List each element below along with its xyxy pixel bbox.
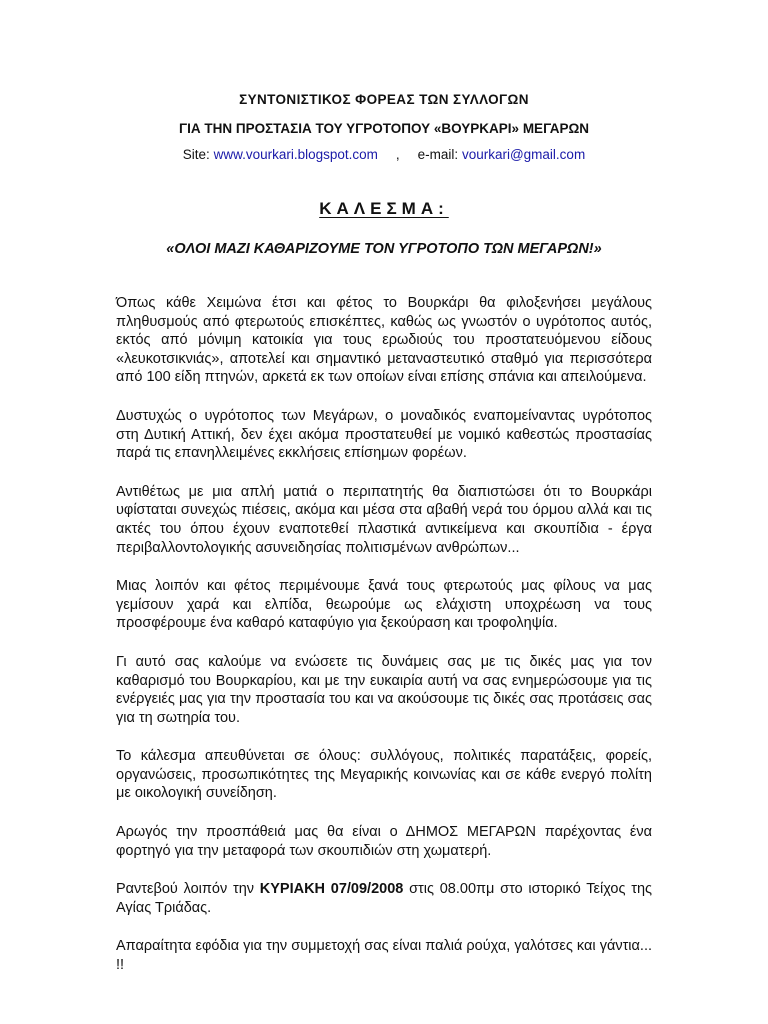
paragraph-8-start: Ραντεβού λοιπόν την	[116, 881, 260, 898]
paragraph-8-end: στις 08.00πμ στο ιστορικό Τείχος της Αγίας Τριάδας.	[116, 881, 653, 916]
paragraph-1: Όπως κάθε Χειμώνα έτσι και φέτος το Βουρκάρι θα φιλοξενήσει μεγάλους πληθυσμούς από φτερωτούς επισκέπτες, καθώς ως γνωστόν ο υγρότοπος αυτός, εκτός από μόνιμη κατοικία για τους ερωδιούς του προστατευόμενου είδους «λευκοτσικνιάς», αποτελεί και σημαντικό μεταναστευτικό σταθμό για περισσότερα από 100 είδη πτηνών, αρκετά εκ των οποίων είναι επίσης σπάνια και απειλούμενα.	[116, 295, 652, 386]
organization-name: ΣΥΝΤΟΝΙΣΤΙΚΟΣ ΦΟΡΕΑΣ ΤΩΝ ΣΥΛΛΟΓΩΝ	[239, 92, 529, 107]
contact-line	[0, 147, 768, 162]
document-body	[116, 294, 652, 995]
organization-subtitle: ΓΙΑ ΤΗΝ ΠΡΟΣΤΑΣΙΑ ΤΟΥ ΥΓΡΟΤΟΠΟΥ «ΒΟΥΡΚΑΡΙ» ΜΕΓΑΡΩΝ	[178, 121, 590, 136]
document-title: ΚΑΛΕΣΜΑ:	[319, 199, 449, 218]
event-date: ΚΥΡΙΑΚΗ 07/09/2008	[259, 881, 404, 898]
paragraph-6: Το κάλεσμα απευθύνεται σε όλους: συλλόγους, πολιτικές παρατάξεις, φορείς, οργανώσεις, προσωπικότητες της Μεγαρικής κοινωνίας και σε κάθε ενεργό πολίτη με οικολογική συνείδηση.	[116, 748, 652, 802]
site-link[interactable]: www.vourkari.blogspot.com	[213, 147, 378, 162]
slogan: «ΟΛΟΙ ΜΑΖΙ ΚΑΘΑΡΙΖΟΥΜΕ ΤΟΝ ΥΓΡΟΤΟΠΟ ΤΩΝ ΜΕΓΑΡΩΝ!»	[166, 241, 602, 257]
paragraph-8	[116, 880, 652, 917]
email-label: e-mail:	[417, 147, 459, 162]
paragraph-9: Απαραίτητα εφόδια για την συμμετοχή σας είναι παλιά ρούχα, γαλότσες και γάντια... !!	[116, 938, 652, 974]
paragraph-5: Γι αυτό σας καλούμε να ενώσετε τις δυνάμεις σας με τις δικές μας για τον καθαρισμό του Βουρκαρίου, και με την ευκαιρία αυτή να σας ενημερώσουμε για τις ενέργειές μας για την προστασία του και να ακούσουμε τις δικές σας προτάσεις σας για τη σωτηρία του.	[116, 653, 652, 726]
paragraph-3: Αντιθέτως με μια απλή ματιά ο περιπατητής θα διαπιστώσει ότι το Βουρκάρι υφίσταται συνεχώς πιέσεις, ακόμα και μέσα στα αβαθή νερά του όρμου αλλά και τις ακτές του όπου έχουν εναποτεθεί πλαστικά αντικείμενα και σκουπίδια - έργα περιβαλλοντολογικής ασυνειδησίας πολιτισμένων ανθρώπων...	[116, 483, 652, 556]
contact-separator: ,	[395, 147, 400, 162]
paragraph-2: Δυστυχώς ο υγρότοπος των Μεγάρων, ο μοναδικός εναπομείναντας υγρότοπος στη Δυτική Αττική, δεν έχει ακόμα προστατευθεί με νομικό καθεστώς προστασίας παρά τις επανηλλειμένες εκκλήσεις επίσημων φορέων.	[116, 407, 652, 462]
site-label: Site:	[182, 147, 210, 162]
paragraph-4: Μιας λοιπόν και φέτος περιμένουμε ξανά τους φτερωτούς μας φίλους να μας γεμίσουν χαρά και ελπίδα, θεωρούμε ως ελάχιστη υποχρέωση να τους προσφέρουμε ένα καθαρό καταφύγιο για ξεκούραση και τροφοληψία.	[116, 578, 652, 632]
document-title-wrap	[0, 199, 768, 219]
email-link[interactable]: vourkari@gmail.com	[461, 147, 586, 162]
paragraph-7: Αρωγός την προσπάθειά μας θα είναι ο ΔΗΜΟΣ ΜΕΓΑΡΩΝ παρέχοντας ένα φορτηγό για την μεταφορά των σκουπιδιών στη χωματερή.	[116, 824, 652, 859]
